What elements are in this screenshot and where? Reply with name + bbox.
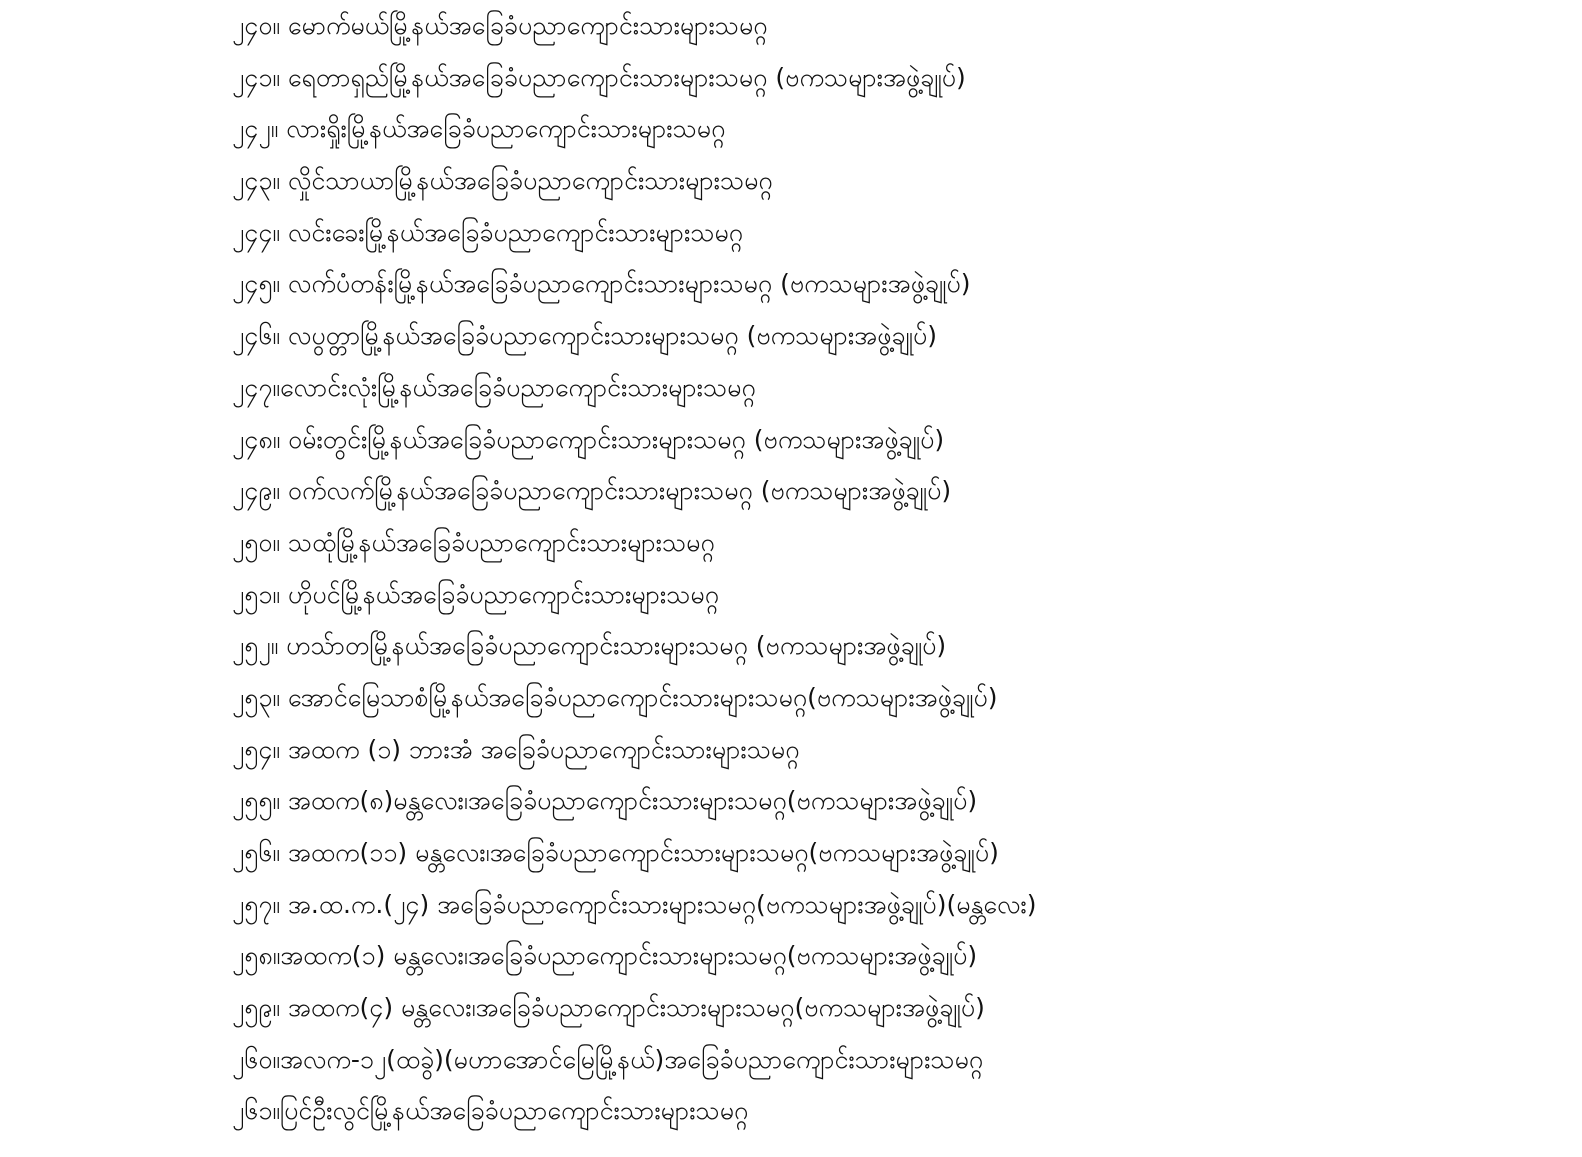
list-item: ၂၄၃။ လှိုင်သာယာမြို့နယ်အခြေခံပညာကျောင်းသားများသမဂ္ဂ [232,166,773,196]
list-item: ၂၅၁။ ဟိုပင်မြို့နယ်အခြေခံပညာကျောင်းသားများသမဂ္ဂ [232,579,719,609]
list-item: ၂၄၄။ လင်းခေးမြို့နယ်အခြေခံပညာကျောင်းသားများသမဂ္ဂ [232,217,744,247]
list-item: ၂၅၃။ အောင်မြေသာစံမြို့နယ်အခြေခံပညာကျောင်းသားများသမဂ္ဂ(ဗကသများအဖွဲ့ချုပ်) [232,682,998,712]
list-item: ၂၅၅။ အထက(၈)မန္တလေး၊အခြေခံပညာကျောင်းသားများသမဂ္ဂ(ဗကသများအဖွဲ့ချုပ်) [232,786,978,816]
list-item: ၂၅၈။အထက(၁) မန္တလေး၊အခြေခံပညာကျောင်းသားများသမဂ္ဂ(ဗကသများအဖွဲ့ချုပ်) [232,941,978,971]
list-item: ၂၅၀။ သထုံမြို့နယ်အခြေခံပညာကျောင်းသားများသမဂ္ဂ [232,527,715,557]
list-item: ၂၅၇။ အ.ထ.က.(၂၄) အခြေခံပညာကျောင်းသားများသမဂ္ဂ(ဗကသများအဖွဲ့ချုပ်)(မန္တလေး) [232,889,1037,919]
list-item: ၂၄၇။လောင်းလုံးမြို့နယ်အခြေခံပညာကျောင်းသားများသမဂ္ဂ [232,372,756,402]
list-item: ၂၆၁။ပြင်ဦးလွင်မြို့နယ်အခြေခံပညာကျောင်းသားများသမဂ္ဂ [232,1096,749,1126]
list-item: ၂၄၁။ ရေတာရှည်မြို့နယ်အခြေခံပညာကျောင်းသားများသမဂ္ဂ (ဗကသများအဖွဲ့ချုပ်) [232,62,966,92]
list-item: ၂၄၉။ ဝက်လက်မြို့နယ်အခြေခံပညာကျောင်းသားများသမဂ္ဂ (ဗကသများအဖွဲ့ချုပ်) [232,476,952,506]
list-item: ၂၅၂။ ဟသ်ာတမြို့နယ်အခြေခံပညာကျောင်းသားများသမဂ္ဂ (ဗကသများအဖွဲ့ချုပ်) [232,631,947,661]
list-item: ၂၆၀။အလက-၁၂(ထခွဲ)(မဟာအောင်မြေမြို့နယ်)အခြေခံပညာကျောင်းသားများသမဂ္ဂ [232,1044,984,1074]
list-item: ၂၄၀။ မောက်မယ်မြို့နယ်အခြေခံပညာကျောင်းသားများသမဂ္ဂ [232,11,768,40]
list-item: ၂၄၈။ ဝမ်းတွင်းမြို့နယ်အခြေခံပညာကျောင်းသားများသမဂ္ဂ (ဗကသများအဖွဲ့ချုပ်) [232,424,945,454]
list-item: ၂၄၅။ လက်ပံတန်းမြို့နယ်အခြေခံပညာကျောင်းသားများသမဂ္ဂ (ဗကသများအဖွဲ့ချုပ်) [232,269,971,299]
list-item: ၂၅၉။ အထက(၄) မန္တလေး၊အခြေခံပညာကျောင်းသားများသမဂ္ဂ(ဗကသများအဖွဲ့ချုပ်) [232,993,985,1023]
list-item: ၂၅၆။ အထက(၁၁) မန္တလေး၊အခြေခံပညာကျောင်းသားများသမဂ္ဂ(ဗကသများအဖွဲ့ချုပ်) [232,838,999,867]
list-item: ၂၄၆။ လပွတ္တာမြို့နယ်အခြေခံပညာကျောင်းသားများသမဂ္ဂ (ဗကသများအဖွဲ့ချုပ်) [232,321,938,351]
list-item: ၂၄၂။ လားရှိုးမြို့နယ်အခြေခံပညာကျောင်းသားများသမဂ္ဂ [232,114,726,144]
document-body [232,0,1562,1137]
list-item: ၂၅၄။ အထက (၁) ဘားအံ အခြေခံပညာကျောင်းသားများသမဂ္ဂ [232,734,800,764]
